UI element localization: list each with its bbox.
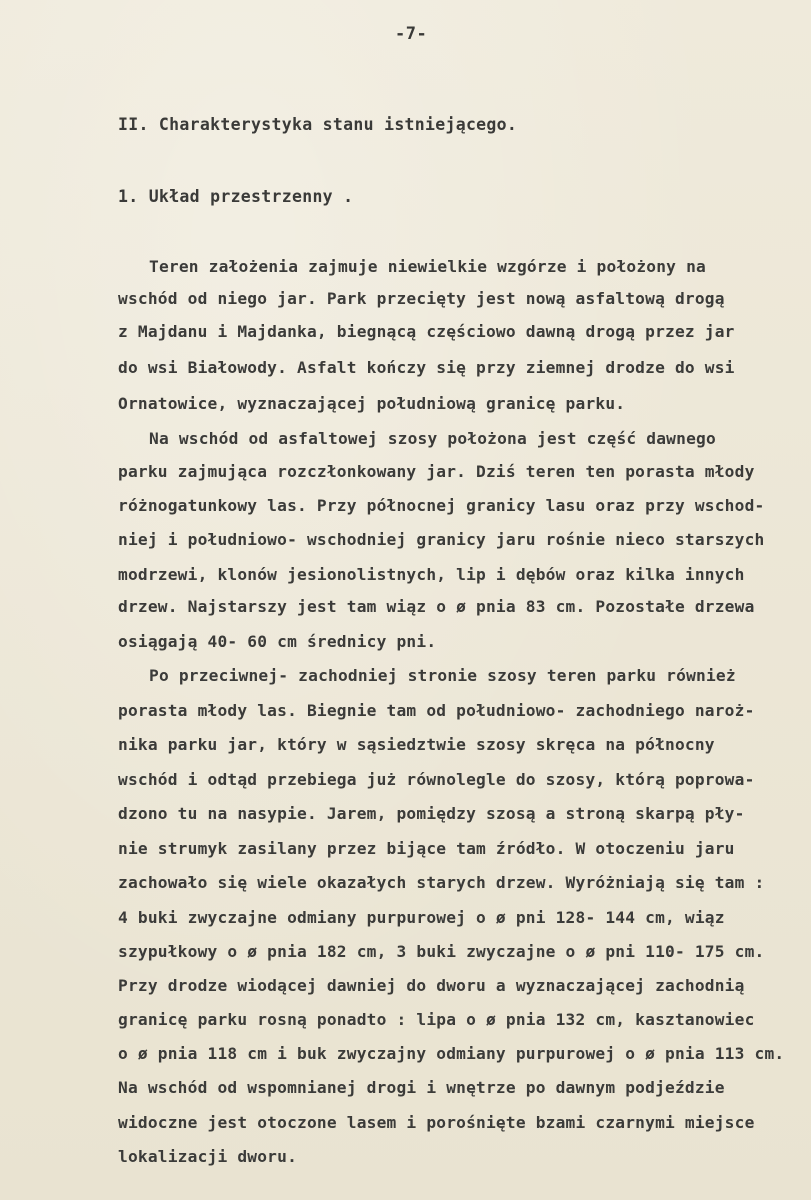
text-line: Na wschód od wspomnianej drogi i wnętrze po dawnym podjeździe (118, 1078, 725, 1097)
text-line: 4 buki zwyczajne odmiany purpurowej o ø pni 128- 144 cm, wiąz (118, 908, 725, 927)
text-line: lokalizacji dworu. (118, 1147, 298, 1166)
text-line: nika parku jar, który w sąsiedztwie szosy skręca na północny (118, 735, 715, 754)
text-line: Na wschód od asfaltowej szosy położona jest część dawnego (149, 429, 716, 448)
text-line: Ornatowice, wyznaczającej południową granicę parku. (118, 394, 626, 413)
section-heading: II. Charakterystyka stanu istniejącego. (118, 115, 518, 134)
text-line: osiągają 40- 60 cm średnicy pni. (118, 632, 437, 651)
text-line: nie strumyk zasilany przez bijące tam źródło. W otoczeniu jaru (118, 839, 735, 858)
text-line: wschód i odtąd przebiega już równolegle do szosy, którą poprowa- (118, 770, 755, 789)
text-line: granicę parku rosną ponadto : lipa o ø pnia 132 cm, kasztanowiec (118, 1010, 755, 1029)
text-line: Teren założenia zajmuje niewielkie wzgórze i położony na (149, 257, 706, 276)
text-line: porasta młody las. Biegnie tam od południowo- zachodniego naroż- (118, 701, 755, 720)
text-line: drzew. Najstarszy jest tam wiąz o ø pnia 83 cm. Pozostałe drzewa (118, 597, 755, 616)
text-line: modrzewi, klonów jesionolistnych, lip i dębów oraz kilka innych (118, 565, 745, 584)
text-line: z Majdanu i Majdanka, biegnącą częściowo dawną drogą przez jar (118, 322, 735, 341)
subsection-heading: 1. Układ przestrzenny . (118, 187, 354, 206)
text-line: zachowało się wiele okazałych starych drzew. Wyróżniają się tam : (118, 873, 765, 892)
text-line: szypułkowy o ø pnia 182 cm, 3 buki zwyczajne o ø pni 110- 175 cm. (118, 942, 765, 961)
text-line: niej i południowo- wschodniej granicy jaru rośnie nieco starszych (118, 530, 765, 549)
text-line: wschód od niego jar. Park przecięty jest nową asfaltową drogą (118, 289, 725, 308)
text-line: Po przeciwnej- zachodniej stronie szosy teren parku również (149, 666, 736, 685)
text-line: widoczne jest otoczone lasem i porośnięte bzami czarnymi miejsce (118, 1113, 755, 1132)
text-line: Przy drodze wiodącej dawniej do dworu a wyznaczającej zachodnią (118, 976, 745, 995)
text-line: do wsi Białowody. Asfalt kończy się przy ziemnej drodze do wsi (118, 358, 735, 377)
text-line: różnogatunkowy las. Przy północnej granicy lasu oraz przy wschod- (118, 496, 765, 515)
text-line: dzono tu na nasypie. Jarem, pomiędzy szosą a stroną skarpą pły- (118, 804, 745, 823)
text-line: parku zajmująca rozczłonkowany jar. Dziś teren ten porasta młody (118, 462, 755, 481)
page-number: -7- (395, 24, 428, 44)
text-line: o ø pnia 118 cm i buk zwyczajny odmiany purpurowej o ø pnia 113 cm. (118, 1044, 785, 1063)
